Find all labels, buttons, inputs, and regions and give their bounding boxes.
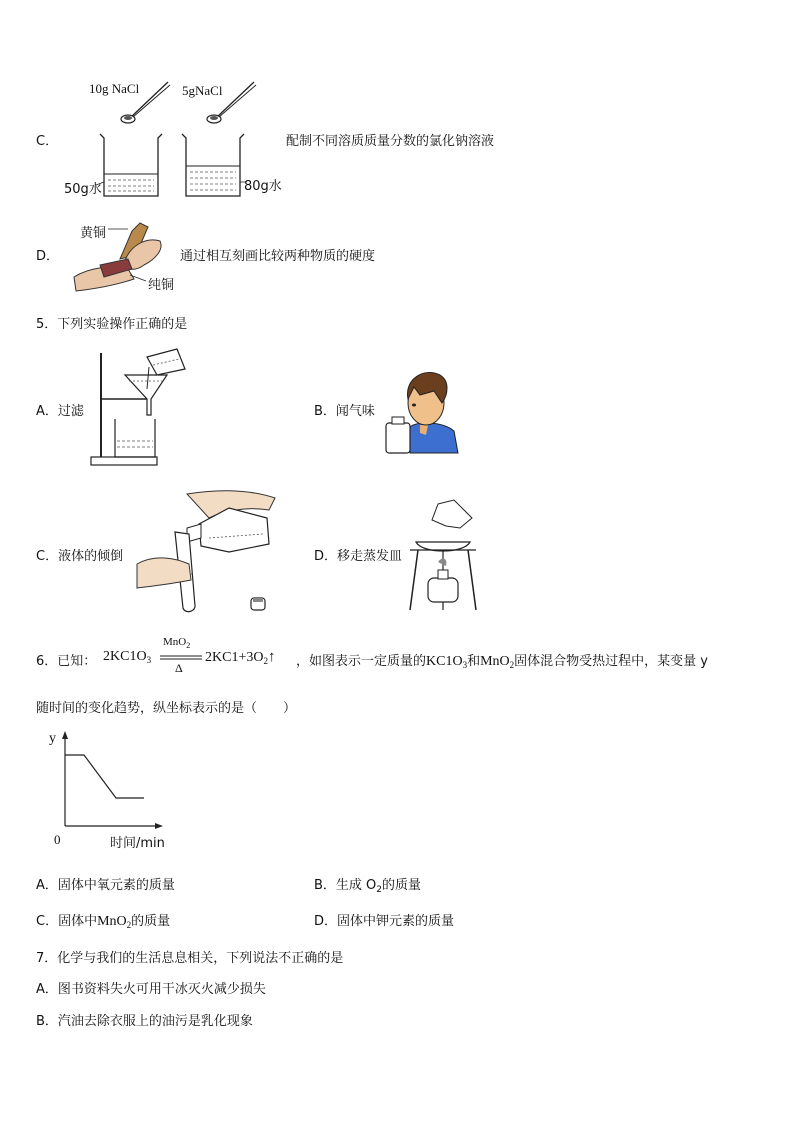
q4-option-d-text: 通过相互刻画比较两种物质的硬度 — [180, 249, 376, 264]
evaporating-dish-illustration — [398, 498, 488, 618]
q6-stem-line2: 随时间的变化趋势，纵坐标表示的是（ ） — [36, 701, 297, 716]
smelling-boy-illustration — [380, 365, 460, 460]
pouring-liquid-illustration — [125, 488, 285, 618]
q4-option-c-text: 配制不同溶质质量分数的氯化钠溶液 — [286, 134, 495, 149]
q7-stem: 7．化学与我们的生活息息相关，下列说法不正确的是 — [36, 951, 344, 966]
water-label-80g: 80g水 — [244, 179, 282, 194]
brass-label: 黄铜 — [80, 226, 107, 241]
graph-origin-label: 0 — [54, 832, 61, 847]
spoon-icon — [121, 82, 170, 123]
q6-eq-left: $2KC1O_3$ — [103, 649, 152, 665]
q6-option-b: B．生成 $O_2$的质量 — [314, 878, 422, 895]
hand-icon — [74, 223, 161, 291]
beaker-icon — [182, 134, 246, 196]
q6-stem-line1: ，如图表示一定质量的$KC1O_3$和MnO$_2$固体混合物受热过程中，某变量 y — [296, 654, 708, 670]
q7-option-b: B．汽油去除衣服上的油污是乳化现象 — [36, 1014, 253, 1029]
graph-y-label: y — [49, 731, 56, 746]
q5-option-d: D．移走蒸发皿 — [314, 549, 403, 564]
q6-stem-prefix: 6．已知： — [36, 654, 97, 669]
q7-option-a: A．图书资料失火可用干冰灭火减少损失 — [36, 982, 266, 997]
spoon-label-5g: 5gNaCl — [182, 83, 223, 98]
scratch-hardness-illustration — [60, 215, 170, 300]
q4-option-d-label: D． — [36, 249, 60, 264]
q6-option-c: C．固体中MnO$_2$的质量 — [36, 914, 171, 930]
q6-eq-heat: Δ — [175, 661, 183, 675]
nacl-beakers-illustration — [0, 0, 794, 230]
spoon-label-10g: 10g NaCl — [89, 81, 140, 96]
filtration-illustration — [85, 345, 195, 470]
spoon-icon — [207, 82, 256, 123]
q5-option-c: C．液体的倾倒 — [36, 549, 124, 564]
q6-option-a: A．固体中氧元素的质量 — [36, 878, 175, 893]
graph-x-label: 时间/min — [110, 836, 165, 851]
q4-option-c-label: C． — [36, 134, 59, 149]
copper-label: 纯铜 — [148, 278, 175, 293]
q5-stem: 5．下列实验操作正确的是 — [36, 317, 188, 332]
q5-option-b: B．闻气味 — [314, 404, 375, 419]
water-label-50g: 50g水 — [64, 182, 102, 197]
q6-option-d: D．固体中钾元素的质量 — [314, 914, 455, 929]
q5-option-a: A．过滤 — [36, 404, 84, 419]
q6-eq-catalyst: MnO$_2$ — [163, 636, 191, 650]
beaker-icon — [96, 134, 162, 196]
q6-graph — [40, 730, 170, 830]
q6-eq-right: $2KC1+3O_2↑$ — [205, 649, 276, 666]
